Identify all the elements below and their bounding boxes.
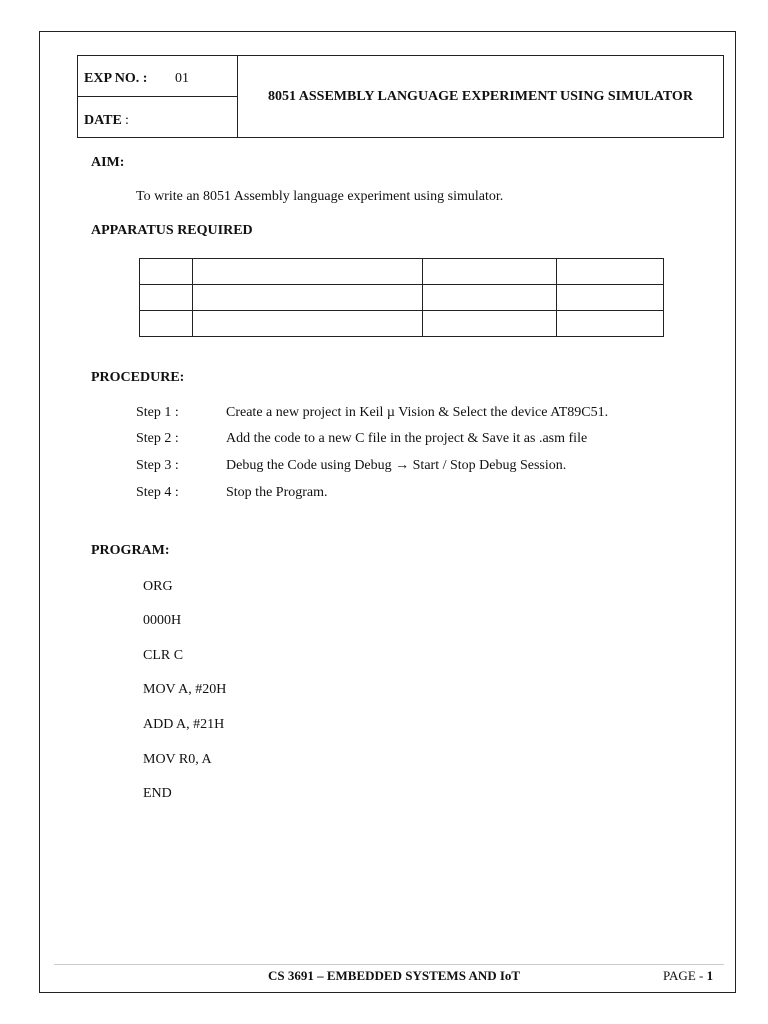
- page-label: PAGE -: [663, 968, 707, 983]
- table-row: [140, 259, 664, 285]
- footer-page: [663, 968, 713, 984]
- table-cell: [140, 259, 193, 285]
- code-line: MOV R0, A: [143, 752, 212, 767]
- table-cell: [423, 259, 557, 285]
- table-cell: [192, 259, 423, 285]
- aim-text: To write an 8051 Assembly language experiment using simulator.: [136, 189, 504, 204]
- table-cell: [192, 285, 423, 311]
- step-text: Create a new project in Keil µ Vision & Select the device AT89C51.: [226, 405, 609, 420]
- date-separator: :: [125, 113, 129, 128]
- apparatus-table: [139, 258, 664, 337]
- step-text: Stop the Program.: [226, 485, 328, 500]
- page-number: 1: [706, 968, 714, 983]
- code-line: MOV A, #20H: [143, 682, 227, 697]
- footer-divider: [54, 964, 724, 965]
- step-label: Step 2 :: [136, 431, 179, 446]
- table-cell: [140, 311, 193, 337]
- step-label: Step 3 :: [136, 458, 179, 473]
- procedure-heading: PROCEDURE:: [91, 370, 185, 385]
- exp-no-label: EXP NO. :: [84, 71, 148, 86]
- code-line: CLR C: [143, 648, 184, 663]
- table-row: [140, 285, 664, 311]
- footer-course: CS 3691 – EMBEDDED SYSTEMS AND IoT: [268, 968, 521, 983]
- header-meta: [78, 56, 238, 137]
- apparatus-heading: APPARATUS REQUIRED: [91, 223, 253, 238]
- date-label: DATE: [84, 113, 122, 128]
- code-line: 0000H: [143, 613, 182, 628]
- table-cell: [557, 285, 664, 311]
- table-cell: [140, 285, 193, 311]
- aim-heading: AIM:: [91, 155, 125, 170]
- program-heading: PROGRAM:: [91, 543, 170, 558]
- step-label: Step 4 :: [136, 485, 179, 500]
- table-cell: [423, 285, 557, 311]
- code-line: END: [143, 786, 172, 801]
- page-border: [39, 31, 736, 993]
- table-cell: [557, 259, 664, 285]
- experiment-title: 8051 ASSEMBLY LANGUAGE EXPERIMENT USING SIMULATOR: [268, 88, 693, 104]
- experiment-header: [77, 55, 724, 138]
- step-label: Step 1 :: [136, 405, 179, 420]
- table-cell: [423, 311, 557, 337]
- step-text: Debug the Code using Debug → Start / Stop Debug Session.: [226, 458, 567, 473]
- table-cell: [557, 311, 664, 337]
- code-line: ORG: [143, 579, 173, 594]
- table-row: [140, 311, 664, 337]
- table-cell: [192, 311, 423, 337]
- code-line: ADD A, #21H: [143, 717, 225, 732]
- exp-no-row: [78, 56, 237, 97]
- step-text: Add the code to a new C file in the project & Save it as .asm file: [226, 431, 588, 446]
- exp-no-value: 01: [175, 71, 189, 86]
